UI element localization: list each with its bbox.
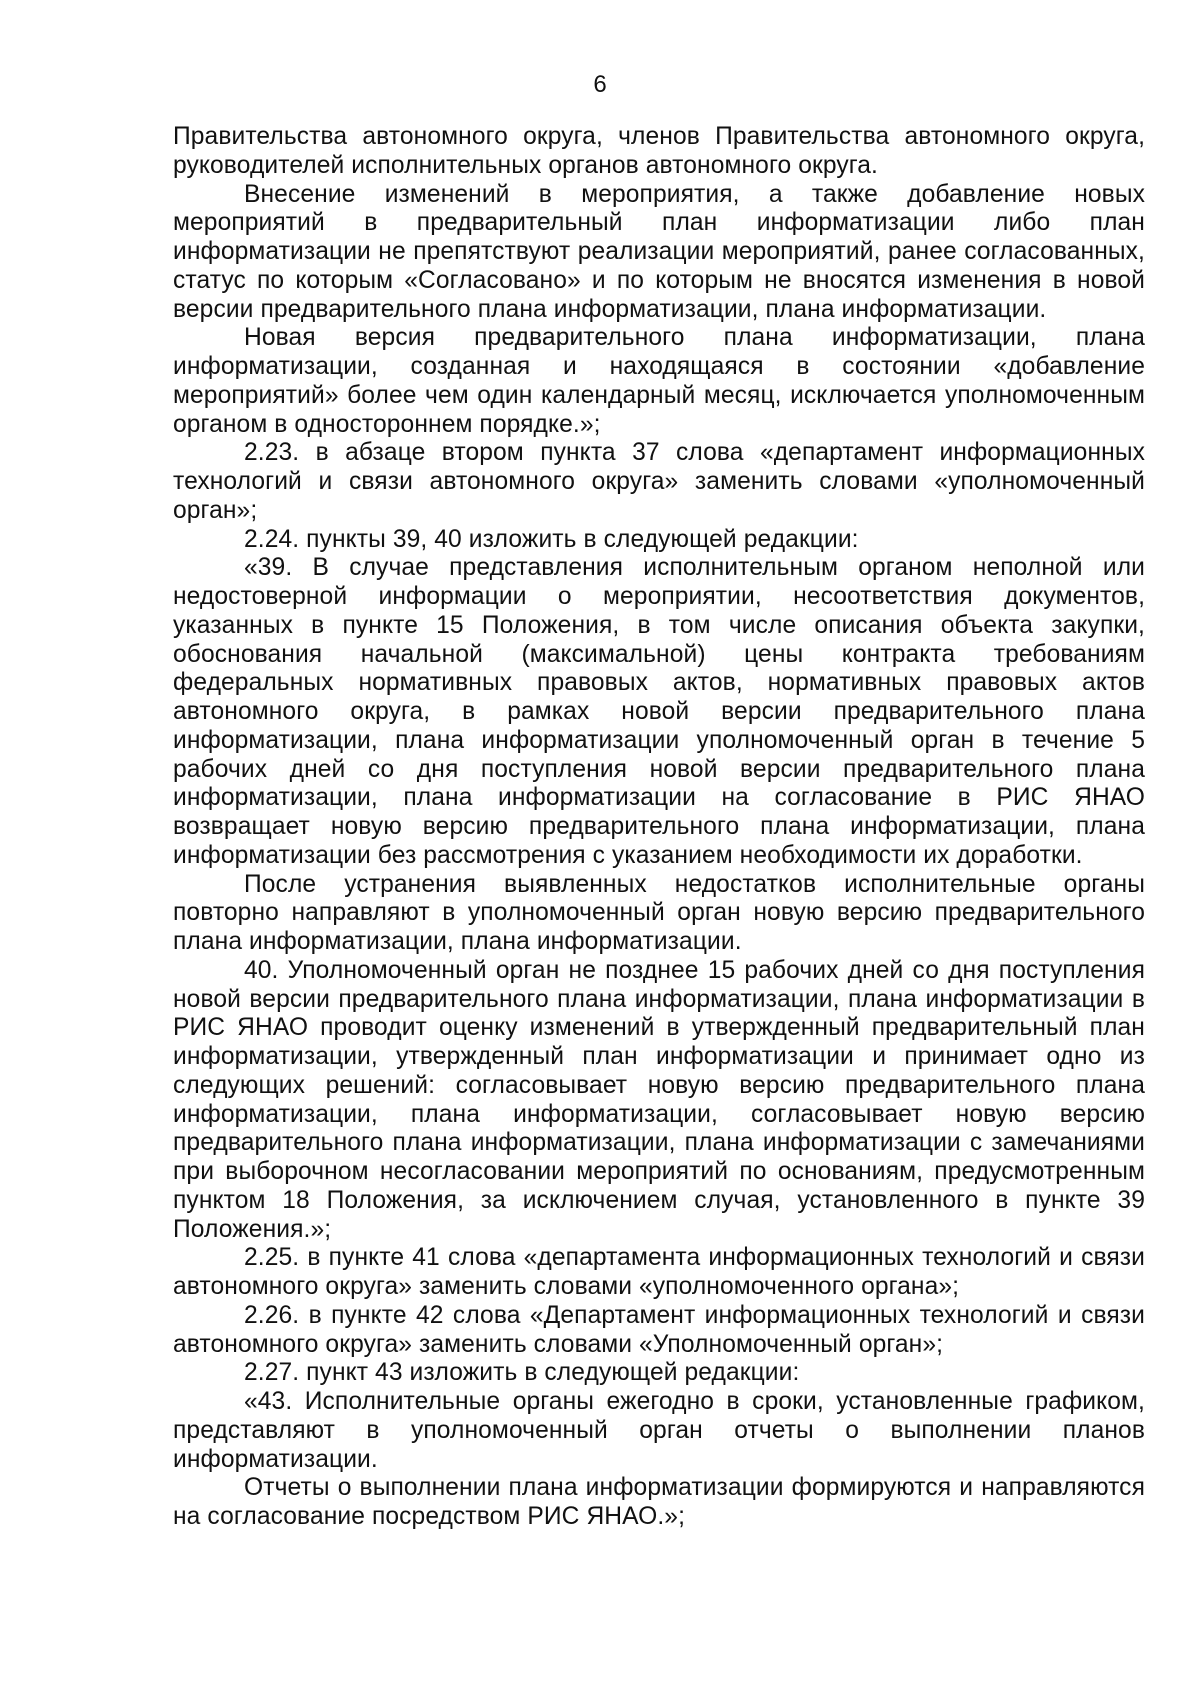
- paragraph-item-2-25: 2.25. в пункте 41 слова «департамента информационных технологий и связи автономного округа» заменить словами «уполномоченного органа»;: [173, 1244, 1145, 1300]
- paragraph-item-2-27: 2.27. пункт 43 изложить в следующей редакции:: [244, 1359, 800, 1387]
- paragraph-point-39: «39. В случае представления исполнительным органом неполной или недостоверной информации о мероприятии, несоответствия документов, указанных в пункте 15 Положения, в том числе описания объекта закупки, обоснования начальной (максимальной) цены контракта требованиям федеральных нормативных правовых актов, нормативных правовых актов автономного округа, в рамках новой версии предварительного плана информатизации, плана информатизации уполномоченный орган в течение 5 рабочих дней со дня поступления новой версии предварительного плана информатизации, плана информатизации на согласование в РИС ЯНАО возвращает новую версию предварительного плана информатизации, плана информатизации без рассмотрения с указанием необходимости их доработки.: [173, 554, 1145, 869]
- document-body: [173, 123, 1145, 1532]
- paragraph-item-2-23: 2.23. в абзаце втором пункта 37 слова «департамент информационных технологий и связи автономного округа» заменить словами «уполномоченный орган»;: [173, 439, 1145, 524]
- paragraph-item-2-24: 2.24. пункты 39, 40 изложить в следующей редакции:: [244, 525, 859, 553]
- paragraph-changes-to-activities: Внесение изменений в мероприятия, а также добавление новых мероприятий в предварительный план информатизации либо план информатизации не препятствуют реализации мероприятий, ранее согласованных, статус по которым «Согласовано» и по которым не вносятся изменения в новой версии предварительного плана информатизации, плана информатизации.: [173, 180, 1145, 323]
- paragraph-point-40: 40. Уполномоченный орган не позднее 15 рабочих дней со дня поступления новой версии предварительного плана информатизации, плана информатизации в РИС ЯНАО проводит оценку изменений в утвержденный предварительный план информатизации, утвержденный план информатизации и принимает одно из следующих решений: согласовывает новую версию предварительного плана информатизации, плана информатизации, согласовывает новую версию предварительного плана информатизации, плана информатизации с замечаниями при выборочном несогласовании мероприятий по основаниям, предусмотренным пунктом 18 Положения, за исключением случая, установленного в пункте 39 Положения.»;: [173, 956, 1145, 1243]
- paragraph-point-39-resubmission: После устранения выявленных недостатков исполнительные органы повторно направляют в уполномоченный орган новую версию предварительного плана информатизации, плана информатизации.: [173, 870, 1145, 955]
- paragraph-point-43: «43. Исполнительные органы ежегодно в сроки, установленные графиком, представляют в уполномоченный орган отчеты о выполнении планов информатизации.: [173, 1388, 1145, 1473]
- paragraph-point-43-reports: Отчеты о выполнении плана информатизации формируются и направляются на согласование посредством РИС ЯНАО.»;: [173, 1474, 1145, 1530]
- page-number: 6: [593, 71, 607, 98]
- paragraph-new-version-exclusion: Новая версия предварительного плана информатизации, плана информатизации, созданная и находящаяся в состоянии «добавление мероприятий» более чем один календарный месяц, исключается уполномоченным органом в одностороннем порядке.»;: [173, 324, 1145, 438]
- paragraph-item-2-26: 2.26. в пункте 42 слова «Департамент информационных технологий и связи автономного округа» заменить словами «Уполномоченный орган»;: [173, 1301, 1145, 1358]
- paragraph-continuation: Правительства автономного округа, членов Правительства автономного округа, руководителей исполнительных органов автономного округа.: [173, 123, 1145, 179]
